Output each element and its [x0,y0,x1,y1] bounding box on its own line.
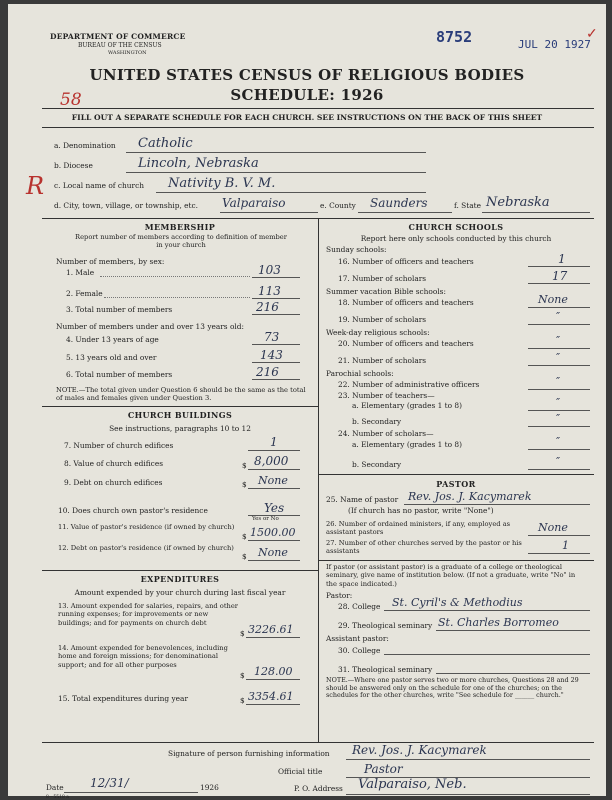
age-intro: Number of members under and over 13 years old: [56,322,244,331]
q24b-value: ″ [556,455,561,468]
membership-note: NOTE.—The total given under Question 6 should be the same as the total of males and females given under Question 3. [56,386,306,403]
q9-value: None [258,474,288,487]
college-note: If pastor (or assistant pastor) is a graduate of a college or theological seminary, give name of institution below. (If not a graduate, write "No" in the space indicated.) [326,563,576,588]
q31-label: 31. Theological seminary [338,665,433,674]
q16-label: 16. Number of officers and teachers [338,257,474,266]
date-label: Date [46,783,64,792]
q6-label: 6. Total number of members [66,370,173,379]
q29-value: St. Charles Borromeo [438,616,559,629]
county-value: Saunders [370,196,428,210]
weekday-label: Week-day religious schools: [326,328,430,337]
q1-label: 1. Male [66,268,95,277]
official-title-label: Official title [278,767,323,776]
state-label: f. State [454,201,481,210]
diocese-value: Lincoln, Nebraska [138,156,259,171]
q7-label: 7. Number of church edifices [64,441,174,450]
q13-label: 13. Amount expended for salaries, repairs, and other running expenses; for improvements or new buildings; and for payments on church debt [58,602,238,627]
q18-value: None [538,293,568,306]
q19-label: 19. Number of scholars [338,315,427,324]
dept-name: DEPARTMENT OF COMMERCE [50,32,186,41]
church-name-value: Nativity B. V. M. [168,176,276,191]
q5-label: 5. 13 years old and over [66,353,157,362]
q19-value: ″ [556,310,561,323]
form-subtitle: SCHEDULE: 1926 [230,86,384,104]
q9-dollar: $ [242,480,247,489]
q28-label: 28. College [338,602,381,611]
q17-label: 17. Number of scholars [338,274,427,283]
q29-label: 29. Theological seminary [338,621,433,630]
location: WASHINGTON [108,50,147,56]
schedule-number: 8752 [436,28,473,46]
q24-label: 24. Number of scholars— [338,429,434,438]
q13-dollar: $ [240,629,245,638]
q21-label: 21. Number of scholars [338,356,427,365]
q24a-value: ″ [556,435,561,448]
q14-value: 128.00 [254,665,293,678]
q9-label: 9. Debt on church edifices [64,478,163,487]
q8-dollar: $ [242,461,247,470]
yes-or-no-hint: Yes or No [252,516,279,522]
q7-value: 1 [270,435,278,449]
q18-label: 18. Number of officers and teachers [338,298,474,307]
q12-label: 12. Debt on pastor's residence (if owned by church) [58,544,234,552]
by-sex-label: Number of members, by sex: [56,257,165,266]
assistant-label: Assistant pastor: [326,634,389,643]
parochial-label: Parochial schools: [326,369,394,378]
q21-value: ″ [556,351,561,364]
q30-label: 30. College [338,646,381,655]
schools-intro: Report here only schools conducted by this church [360,234,552,243]
q24b-label: b. Secondary [352,460,402,469]
q12-value: None [258,546,288,559]
q8-label: 8. Value of church edifices [64,459,163,468]
margin-number: 58 [60,90,82,110]
q27-label: 27. Number of other churches served by the pastor or his assistants [326,539,522,556]
q12-dollar: $ [242,552,247,561]
q23a-value: ″ [556,396,561,409]
q28-value: St. Cyril's & Methodius [392,596,523,609]
county-label: e. County [320,201,356,210]
q8-value: 8,000 [254,454,289,468]
q1-value: 103 [258,263,281,277]
q23a-label: a. Elementary (grades 1 to 8) [352,401,463,410]
census-schedule-sheet [8,4,606,800]
q17-value: 17 [552,269,568,283]
q20-value: ″ [556,334,561,347]
membership-intro: Report number of members according to definition of member in your church [75,233,287,250]
q15-label: 15. Total expenditures during year [58,694,188,703]
q10-value: Yes [264,501,285,515]
buildings-heading: CHURCH BUILDINGS [127,410,233,420]
check-mark: ✓ [586,26,598,42]
q3-value: 216 [256,300,279,314]
q23-label: 23. Number of teachers— [338,391,435,400]
po-address-value: Valparaiso, Neb. [358,777,467,792]
q4-label: 4. Under 13 years of age [66,335,159,344]
q11-dollar: $ [242,532,247,541]
q23b-label: b. Secondary [352,417,402,426]
church-name-label: c. Local name of church [54,181,144,190]
margin-letter: R [26,172,45,200]
pastor-heading: PASTOR [436,479,476,489]
sunday-label: Sunday schools: [326,245,387,254]
q14-label: 14. Amount expended for benevolences, including home and foreign missions; for denominational support; and for all other purposes [58,644,228,669]
denomination-label: a. Denomination [54,141,116,150]
q2-label: 2. Female [66,289,103,298]
form-title: UNITED STATES CENSUS OF RELIGIOUS BODIES [89,66,525,84]
city-label: d. City, town, village, or township, etc. [54,201,199,210]
q16-value: 1 [558,252,566,266]
q23b-value: ″ [556,412,561,425]
official-title-value: Pastor [364,762,403,776]
year-print: 1926 [200,783,219,792]
state-value: Nebraska [486,195,550,210]
diocese-label: b. Diocese [54,161,93,170]
q26-value: None [538,521,568,534]
buildings-intro: See instructions, paragraphs 10 to 12 [109,424,251,433]
q24a-label: a. Elementary (grades 1 to 8) [352,440,463,449]
q15-dollar: $ [240,696,245,705]
signature-value: Rev. Jos. J. Kacymarek [352,743,487,757]
q11-label: 11. Value of pastor's residence (if owned by church) [58,523,235,531]
city-value: Valparaiso [222,196,286,210]
q14-dollar: $ [240,671,245,680]
bureau-name: BUREAU OF THE CENSUS [78,42,162,49]
q6-value: 216 [256,365,279,379]
q27-value: 1 [562,539,569,552]
q11-value: 1500.00 [250,526,296,539]
date-stamp: JUL 20 1927 [518,38,591,51]
expenditures-intro: Amount expended by your church during last fiscal year [74,588,286,597]
q13-value: 3226.61 [248,623,294,636]
pastor-label: Pastor: [326,591,353,600]
q15-value: 3354.61 [248,690,294,703]
membership-heading: MEMBERSHIP [144,222,216,232]
q22-label: 22. Number of administrative officers [338,380,480,389]
expenditures-heading: EXPENDITURES [140,574,220,584]
pastor-note: NOTE.—Where one pastor serves two or more churches, Questions 28 and 29 should be answered only on the schedule for one of the churches; on the schedules for the other churches, write "See schedule for ______ church." [326,676,579,700]
date-value: 12/31/ [90,776,129,790]
form-number: 8—5518 a [46,795,69,800]
q25-label: 25. Name of pastor [326,495,399,504]
denomination-value: Catholic [138,136,193,151]
q26-label: 26. Number of ordained ministers, if any, employed as assistant pastors [326,520,511,537]
q25-value: Rev. Jos. J. Kacymarek [408,490,532,503]
q3-label: 3. Total number of members [66,305,173,314]
q4-value: 73 [264,330,280,344]
q25-note: (If church has no pastor, write "None") [348,506,494,515]
q22-value: ″ [556,375,561,388]
vacation-label: Summer vacation Bible schools: [326,287,446,296]
q5-value: 143 [260,348,283,362]
q2-value: 113 [258,284,281,298]
q20-label: 20. Number of officers and teachers [338,339,474,348]
instruction-line: FILL OUT A SEPARATE SCHEDULE FOR EACH CHURCH. SEE INSTRUCTIONS ON THE BACK OF THIS SHEET [71,113,543,122]
schools-heading: CHURCH SCHOOLS [408,222,504,232]
q10-label: 10. Does church own pastor's residence [58,506,208,515]
po-address-label: P. O. Address [294,784,343,793]
signature-label: Signature of person furnishing information [168,749,330,758]
